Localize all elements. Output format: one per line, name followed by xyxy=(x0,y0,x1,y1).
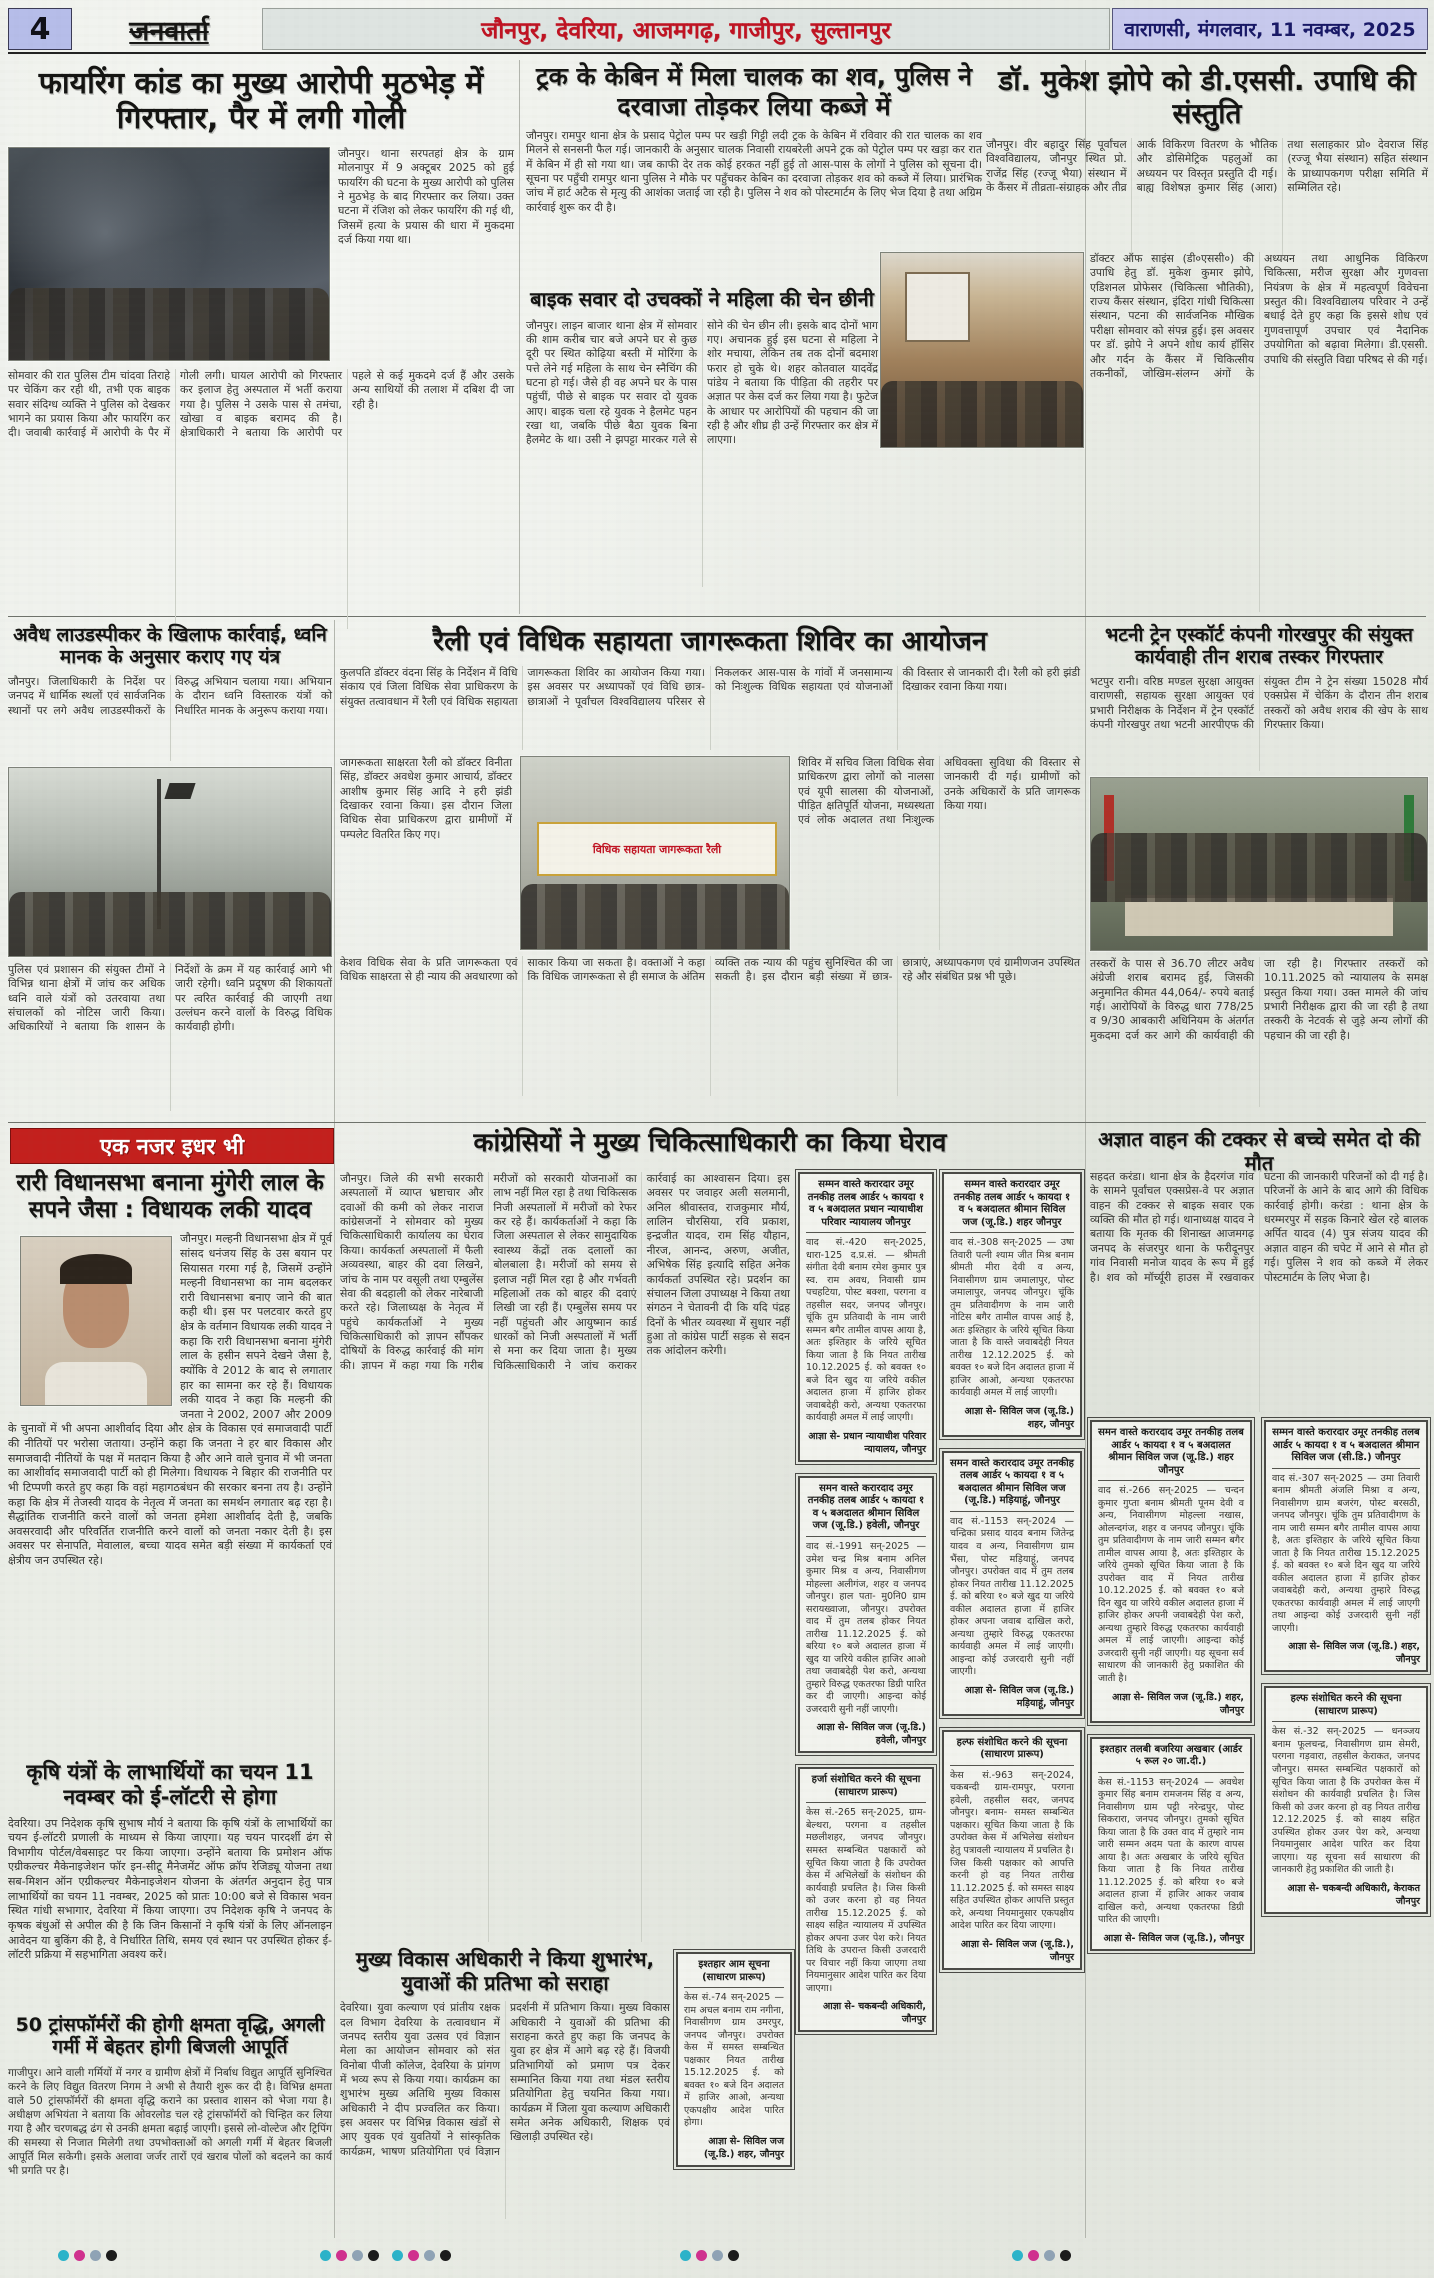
blue-dot xyxy=(1044,2250,1055,2261)
notice-body: केस सं.-1153 सन्-2024 — अवधेश कुमार सिंह बनाम रामजनम सिंह व अन्य, निवासीगण ग्राम पट्टी नरेन्द्रपुर, पोस्ट सिकरारा, जनपद जौनपुर। तुमको सूचित किया जाता है कि उक्त वाद में तुम्हारे नाम जारी सम्मन अदम पता के कारण वापस आया है। अतः अखबार के जरिये सूचित किया जाता है कि नियत तारीख 11.12.2025 ई. को बरिया १० बजे अदालत हाजा में हाजिर आकर जवाब दाखिल करो, अन्यथा एकतरफा डिग्री पारित की जाएगी। xyxy=(1098,1776,1244,1926)
masthead: जनवार्ता xyxy=(129,15,209,47)
notice-title: इश्तहार तलबी बजरिया अखबार (आर्डर ५ रूल २० जा.दी.) xyxy=(1098,1744,1244,1773)
article-truck-body: जौनपुर। रामपुर थाना क्षेत्र के प्रसाद पेट्रोल पम्प पर खड़ी गिट्टी लदी ट्रक के केबिन में रविवार की रात चालक का शव मिलने से सनसनी फैल गई। जानकारी के अनुसार चालक निवासी रायबरेली अपने ट्रक को पेट्रोल पम्प पर खड़ा कर रात में केबिन में ही सो गया था। जब काफी देर तक कोई हरकत नहीं हुई तो आस-पास के लोगों ने पुलिस को सूचना दी। सूचना पर पहुँची रामपुर थाना पुलिस ने मौके पर पहुँचकर केबिन का दरवाजा तोड़कर शव को कब्जे में लिया। प्रारंभिक जांच में हार्ट अटैक से मृत्यु की आशंका जताई जा रही है। पुलिस ने शव को पोस्टमार्टम के लिए भेज दिया है तथा अग्रिम कार्रवाई शुरू कर दी है। xyxy=(526,129,982,214)
article-transformer-body: गाजीपुर। आने वाली गर्मियों में नगर व ग्रामीण क्षेत्रों में निर्बाध विद्युत आपूर्ति सुनिश्चित करने के लिए विद्युत वितरण निगम ने अभी से तैयारी शुरू कर दी है। विभिन्न क्षमता वाले 50 ट्रांसफॉर्मरों की क्षमता वृद्धि कराने का प्रस्ताव शासन को भेजा गया है। अधीक्षण अभियंता ने बताया कि ओवरलोड चल रहे ट्रांसफॉर्मरों को चिन्हित कर लिया गया है और चरणबद्ध ढंग से उनकी क्षमता बढ़ाई जाएगी। इससे लो-वोल्टेज और ट्रिपिंग की समस्या से निजात मिलेगी तथा उपभोक्ताओं को अगली गर्मी में बेहतर बिजली आपूर्ति मिल सकेगी। इसके अलावा जर्जर तारों एवं खराब पोलों को बदलने का कार्य भी प्रगति पर है। xyxy=(8,2066,332,2178)
column-rule xyxy=(1085,60,1086,2238)
notice-title: हर्जा संशोधित करने की सूचना (साधारण प्रारूप) xyxy=(806,1774,926,1803)
notice-body: वाद सं.-307 सन्-2025 — उमा तिवारी बनाम श्रीमती अंजलि मिश्रा व अन्य, निवासीगण ग्राम बजरंग, पोस्ट बरसठी, जनपद जौनपुर। चूंकि तुम प्रतिवादीगण के नाम जारी सम्मन बगैर तामील वापस आया है, अतः इश्तिहार के जरिये सूचित किया जाता है कि नियत तारीख 15.12.2025 ई. को बवक्त १० बजे दिन खुद या जरिये वकील अदालत हाजा में हाजिर होकर जवाबदेही करो, अन्यथा तुम्हारे विरुद्ध एकतरफा कार्यवाही अमल में लाई जाएगी तथा आइन्दा कोई उजरदारी सुनी नहीं जाएगी। xyxy=(1272,1472,1420,1634)
article-firing xyxy=(8,58,514,614)
blue-dot xyxy=(424,2250,435,2261)
column-rule xyxy=(519,60,520,614)
article-accident-headline: अज्ञात वाहन की टक्कर से बच्चे समेत दो की मौत xyxy=(1098,1127,1420,1175)
legal-notice xyxy=(1264,1686,1428,1913)
blue-dot xyxy=(712,2250,723,2261)
article-transformer-headline: 50 ट्रांसफॉर्मरों की होगी क्षमता वृद्धि, अगली गर्मी में बेहतर होगी बिजली आपूर्ति xyxy=(15,2014,325,2059)
notice-body: केस सं.-265 सन्-2025, ग्राम-बेल्थरा, परगना व तहसील मछलीशहर, जनपद जौनपुर। समस्त सम्बन्धित पक्षकारों को सूचित किया जाता है कि उपरोक्त केस में अभिलेखों के संशोधन की कार्यवाही प्रचलित है। जिस किसी को उजर करना हो वह नियत तारीख 15.12.2025 ई. को साक्ष्य सहित न्यायालय में उपस्थित होकर अपना उजर पेश करे। नियत तिथि के उपरान्त किसी उजरदारी पर विचार नहीं किया जाएगा तथा नियमानुसार आदेश पारित कर दिया जाएगा। xyxy=(806,1807,926,1994)
article-rari-body: जौनपुर। मल्हनी विधानसभा क्षेत्र में पूर्व सांसद धनंजय सिंह के उस बयान पर सियासत गरमा गई है, जिसमें उन्होंने मल्हनी विधानसभा का नाम बदलकर रारी विधानसभा बनाए जाने की बात कही थी। इस पर पलटवार करते हुए क्षेत्र के वर्तमान विधायक लकी यादव ने कहा कि रारी विधानसभा बनाना मुंगेरी लाल के हसीन सपने देखने जैसा है, क्योंकि वे 2012 के बाद से लगातार हार का सामना कर रहे हैं। विधायक लकी यादव ने कहा कि मल्हनी की जनता ने 2002, 2007 और 2009 के चुनावों में भी अपना आशीर्वाद दिया और क्षेत्र के विकास एवं समाजवादी पार्टी की नीतियों पर भरोसा जताया। उन्होंने कहा कि जनता ने हर बार विकास और समाजवादी नीतियों के पक्ष में मतदान किया है और आने वाले चुनाव में भी जनता का आशीर्वाद समाजवादी पार्टी को ही मिलेगा। विधायक ने बिहार की राजनीति पर भी टिप्पणी करते हुए कहा कि वहां महागठबंधन की सरकार बनना तय है। उन्होंने कहा कि क्षेत्र में तेजस्वी यादव के नेतृत्व में जनता का समर्थन लगातार बढ़ रहा है। सैद्धांतिक राजनीति करने वालों को जनता हमेशा आशीर्वाद देती है, जबकि अवसरवादी और परिवर्तित राजनीति करने वालों को जनता नकार देती है। इस अवसर पर सेनापति, मेवालाल, बच्चा यादव समेत बड़ी संख्या में कार्यकर्ता एवं क्षेत्रीय जन उपस्थित रहे। xyxy=(8,1232,332,1567)
registration-dots xyxy=(1012,2250,1071,2261)
article-loudspeaker-body-more: पुलिस एवं प्रशासन की संयुक्त टीमों ने विभिन्न थाना क्षेत्रों में जांच कर अधिक ध्वनि वाले यंत्रों को उतरवाया तथा संचालकों को नोटिस जारी किया। अधिकारियों ने बताया कि शासन के निर्देशों के क्रम में यह कार्रवाई आगे भी जारी रहेगी। ध्वनि प्रदूषण की शिकायतों पर त्वरित कार्रवाई की जाएगी तथा उल्लंघन करने वालों के विरुद्ध विधिक कार्यवाही होगी। xyxy=(8,962,332,1034)
hair xyxy=(60,1254,132,1284)
notice-body: केस सं.-32 सन्-2025 — धनञ्जय बनाम फूलचन्द्र, निवासीगण ग्राम सेमरी, परगना गड़वारा, तहसील केराकत, जनपद जौनपुर। समस्त सम्बन्धित पक्षकारों को सूचित किया जाता है कि उपरोक्त केस में संशोधन की कार्यवाही प्रचलित है। जिस किसी को उजर करना हो वह नियत तारीख 12.12.2025 ई. को साक्ष्य सहित उपस्थित होकर उजर पेश करे, अन्यथा नियमानुसार आदेश पारित कर दिया जाएगा। यह सूचना सर्व साधारण की जानकारी हेतु प्रकाशित की जाती है। xyxy=(1272,1726,1420,1876)
registration-dots xyxy=(392,2250,451,2261)
notice-title: समन वास्ते करारदाद उमूर तनकीह तलब आर्डर ५ कायदा १ व ५ बअदालत श्रीमान सिविल जज (जू.डि.) शहर जौनपुर xyxy=(1098,1427,1244,1481)
legal-notice xyxy=(1264,1420,1428,1672)
black-dot xyxy=(106,2250,117,2261)
notice-title: सम्मन वास्ते करारदार उमूर तनकीह तलब आर्डर ५ कायदा १ व ५ बअदालत प्रधान न्यायाधीश परिवार न्यायालय जौनपुर xyxy=(806,1179,926,1233)
legal-notice xyxy=(1090,1737,1252,1951)
article-liquor-headline: भटनी ट्रेन एस्कॉर्ट कंपनी गोरखपुर की संयुक्त कार्यवाही तीन शराब तस्कर गिरफ्तार xyxy=(1105,624,1413,669)
notice-body: केस सं.-963 सन्-2024, चकबन्दी ग्राम-रामपुर, परगना हवेली, तहसील सदर, जनपद जौनपुर। बनाम- समस्त सम्बन्धित पक्षकार। सूचित किया जाता है कि उपरोक्त केस में अभिलेख संशोधन हेतु पत्रावली न्यायालय में प्रचलित है। जिस किसी पक्षकार को आपत्ति करनी हो वह नियत तारीख 11.12.2025 ई. को समस्त साक्ष्य सहित उपस्थित होकर आपत्ति प्रस्तुत करे, अन्यथा नियमानुसार एकपक्षीय आदेश पारित कर दिया जाएगा। xyxy=(950,1769,1074,1932)
registration-dots xyxy=(58,2250,117,2261)
article-loudspeaker-body-top: जौनपुर। जिलाधिकारी के निर्देश पर जनपद में धार्मिक स्थलों एवं सार्वजनिक स्थानों पर लगे अवैध लाउडस्पीकरों के विरुद्ध अभियान चलाया गया। अभियान के दौरान ध्वनि विस्तारक यंत्रों को निर्धारित मानक के अनुरूप कराया गया। xyxy=(8,674,332,717)
article-lottery xyxy=(8,1756,332,2008)
article-rally-headline: रैली एवं विधिक सहायता जागरूकता शिविर का आयोजन xyxy=(433,626,987,657)
people-silhouettes xyxy=(521,884,789,949)
notice-title: सम्मन वास्ते करारदार उमूर तनकीह तलब आर्डर ५ कायदा १ व ५ बअदालत श्रीमान सिविल जज (सी.डि.) जौनपुर xyxy=(1272,1427,1420,1469)
article-loudspeaker-headline: अवैध लाउडस्पीकर के खिलाफ कार्रवाई, ध्वनि मानक के अनुसार कराए गए यंत्र xyxy=(13,624,327,669)
blue-dot xyxy=(352,2250,363,2261)
article-lottery-headline: कृषि यंत्रों के लाभार्थियों का चयन 11 नवम्बर को ई-लॉटरी से होगा xyxy=(26,1760,314,1809)
notice-footer: आज्ञा से- सिविल जज (जू.डि.) हवेली, जौनपुर xyxy=(816,1722,926,1747)
article-gherav-body: जौनपुर। जिले की सभी सरकारी अस्पतालों में व्याप्त भ्रष्टाचार और दवाओं की कमी को लेकर नाराज कांग्रेसजनों ने सोमवार को मुख्य चिकित्साधिकारी कार्यालय का घेराव किया। कार्यकर्ता अस्पतालों में फैली अव्यवस्था, बाहर की दवा लिखने, जांच के नाम पर वसूली तथा एम्बुलेंस सेवा की बदहाली को लेकर नारेबाजी करते रहे। जिलाध्यक्ष के नेतृत्व में पहुंचे कार्यकर्ताओं ने मुख्य चिकित्साधिकारी को ज्ञापन सौंपकर दोषियों के विरुद्ध कार्रवाई की मांग की। ज्ञापन में कहा गया कि गरीब मरीजों को सरकारी योजनाओं का लाभ नहीं मिल रहा है तथा चिकित्सक निजी अस्पतालों में मरीजों को रेफर कर रहे हैं। कार्यकर्ताओं ने कहा कि जिला अस्पताल से लेकर सामुदायिक स्वास्थ्य केंद्रों तक दलालों का बोलबाला है। मरीजों को समय से इलाज नहीं मिल रहा है और गर्भवती महिलाओं तक को बाहर की दवाएं लिखी जा रही हैं। एम्बुलेंस समय पर नहीं पहुंचती और आयुष्मान कार्ड धारकों को निजी अस्पतालों में भर्ती से मना कर दिया जाता है। मुख्य चिकित्साधिकारी ने जांच कराकर कार्रवाई का आश्वासन दिया। इस अवसर पर जवाहर अली सलमानी, अनिल श्रीवास्तव, राजकुमार मौर्य, लालिन चौरसिया, रवि प्रकाश, इन्द्रजीत यादव, राम सिंह यौहान, नीरज, आनन्द, अरुण, अजीत, अभिषेक सिंह इत्यादि सहित अनेक कार्यकर्ता उपस्थित रहे। प्रदर्शन का संचालन जिला उपाध्यक्ष ने किया तथा संगठन ने चेतावनी दी कि यदि पंद्रह दिनों के भीतर व्यवस्था में सुधार नहीं हुआ तो कांग्रेस पार्टी सड़क से सदन तक आंदोलन करेगी। xyxy=(340,1172,790,1372)
notice-stack-right-a xyxy=(1090,1420,1252,1965)
notice-footer: आज्ञा से- प्रधान न्यायाधीश परिवार न्यायालय, जौनपुर xyxy=(808,1430,926,1455)
article-truck xyxy=(526,58,982,276)
cyan-dot xyxy=(680,2250,691,2261)
article-rari-headline: रारी विधानसभा बनाना मुंगेरी लाल के सपने जैसा : विधायक लकी यादव xyxy=(16,1170,324,1224)
notice-footer: आज्ञा से- सिविल जज (जू.डि.) मड़ियाहूं, जौनपुर xyxy=(964,1684,1074,1709)
notice-stack-center-b xyxy=(942,1172,1082,1984)
section-rule xyxy=(8,1122,1426,1123)
black-dot xyxy=(728,2250,739,2261)
people-silhouettes xyxy=(9,892,331,956)
article-gherav-headline: कांग्रेसियों ने मुख्य चिकित्साधिकारी का किया घेराव xyxy=(473,1128,947,1158)
notice-footer: आज्ञा से- सिविल जज (जू.डि.) शहर, जौनपुर xyxy=(964,1405,1074,1430)
article-rally-body-top: कुलपति डॉक्टर वंदना सिंह के निर्देशन में विधि संकाय एवं जिला विधिक सेवा प्राधिकरण के संयुक्त तत्वावधान में रैली एवं विधिक सहायता जागरूकता शिविर का आयोजन किया गया। इस अवसर पर अध्यापकों एवं विधि छात्र-छात्राओं ने पूर्वांचल विश्वविद्यालय परिसर से निकलकर आस-पास के गांवों में जनसामान्य को निःशुल्क विधिक सहायता एवं योजनाओं की विस्तार से जानकारी दी। रैली को हरी झंडी दिखाकर रवाना किया गया। xyxy=(340,665,1080,708)
notice-title: हल्फ संशोधित करने की सूचना (साधारण प्रारूप) xyxy=(1272,1693,1420,1722)
legal-notice xyxy=(942,1451,1082,1716)
cyan-dot xyxy=(58,2250,69,2261)
magenta-dot xyxy=(74,2250,85,2261)
header-rule xyxy=(8,52,1426,54)
article-rari xyxy=(8,1166,332,1754)
article-firing-lead: जौनपुर। थाना सरपतहां क्षेत्र के ग्राम मोलनापुर में 9 अक्टूबर 2025 को हुई फायरिंग की घटना के मुख्य आरोपी को पुलिस ने मुठभेड़ के बाद गिरफ्तार कर लिया। उक्त घटना में रंजिश को लेकर फायरिंग की गई थी, जिसमें हत्या के प्रयास की धारा में मुकदमा दर्ज किया गया था। xyxy=(338,146,514,246)
article-chain xyxy=(526,284,878,614)
notice-footer: आज्ञा से- सिविल जज (जू.डि.), जौनपुर xyxy=(960,1938,1074,1963)
article-accident-body: सहदत करंडा। थाना क्षेत्र के हैदरगंज गांव के सामने पूर्वांचल एक्सप्रेस-वे पर अज्ञात वाहन की टक्कर से बाइक सवार एक व्यक्ति की मौत हो गई। थानाध्यक्ष यादव ने बताया कि मृतक की शिनाख्त आजमगढ़ जनपद के संजरपुर थाना के फरीदूनपुर गांव निवासी मनोज यादव के रूप में हुई है। शव को मॉर्च्यूरी हाउस में रखवाकर घटना की जानकारी परिजनों को दी गई है। परिजनों के आने के बाद आगे की विधिक कार्रवाई होगी। करंडा : थाना क्षेत्र के धरम्मरपुर में सड़क किनारे खेल रहे बालक अर्पित यादव (4) पुत्र संजय यादव की अज्ञात वाहन की चपेट में आने से मौत हो गई। पुलिस ने शव को कब्जे में लेकर पोस्टमार्टम के लिए भेजा है। xyxy=(1090,1170,1428,1284)
cyan-dot xyxy=(1012,2250,1023,2261)
one-look-banner: एक नजर इधर भी xyxy=(10,1128,334,1164)
magenta-dot xyxy=(336,2250,347,2261)
article-firing-body: सोमवार की रात पुलिस टीम चांदवा तिराहे पर चेकिंग कर रही थी, तभी एक बाइक सवार संदिग्ध व्यक्ति ने पुलिस को देखकर भागने का प्रयास किया और फायरिंग कर दी। जवाबी कार्रवाई में आरोपी के पैर में गोली लगी। घायल आरोपी को गिरफ्तार कर इलाज हेतु अस्पताल में भर्ती कराया गया है। पुलिस ने उसके पास से तमंचा, खोखा व बाइक बरामद की है। क्षेत्राधिकारी ने बताया कि आरोपी पर पहले से कई मुकदमे दर्ज हैं और उसके अन्य साथियों की तलाश में दबिश दी जा रही है। xyxy=(8,368,514,440)
cyan-dot xyxy=(392,2250,403,2261)
article-chain-body: जौनपुर। लाइन बाजार थाना क्षेत्र में सोमवार की शाम करीब चार बजे अपने घर से कुछ दूरी पर स्थित कोढ़िया बस्ती में मोरिंगा के पत्ते लेने गई महिला के साथ चेन स्नैचिंग की घटना हो गई। जैसे ही वह अपने घर के पास पहुंचीं, पीछे से बाइक पर सवार दो युवक आए। बाइक चला रहे युवक ने हैलमेट पहन रखा था, जबकि पीछे बैठा युवक बिना हैलमेट के था। उसी ने झपट्टा मारकर गले से सोने की चेन छीन ली। इसके बाद दोनों भाग गए। अचानक हुई इस घटना से महिला ने शोर मचाया, लेकिन तब तक दोनों बदमाश फरार हो चुके थे। शहर कोतवाल यादवेंद्र पांडेय ने बताया कि पीड़िता की तहरीर पर अज्ञात पर केस दर्ज कर लिया गया है। फुटेज के आधार पर आरोपियों की पहचान की जा रही है और शीघ्र ही उन्हें गिरफ्तार कर क्षेत्र में लाएगा। xyxy=(526,318,878,447)
article-yuva xyxy=(340,1946,670,2238)
legal-notice xyxy=(798,1172,934,1462)
registration-dots xyxy=(320,2250,379,2261)
article-liquor xyxy=(1090,620,1428,1120)
magenta-dot xyxy=(408,2250,419,2261)
notice-body: वाद सं.-308 सन्-2025 — उषा तिवारी पत्नी श्याम जीत मिश्र बनाम श्रीमती मीरा देवी व अन्य, निवासीगण ग्राम जमालापुर, पोस्ट जमालापुर, जनपद जौनपुर। चूंकि तुम प्रतिवादीगण के नाम जारी नोटिस बगैर तामील वापस आई है, अतः इश्तिहार के जरिये सूचित किया जाता है कि वास्ते जवाबदेही नियत तारीख 12.12.2025 ई. को बवक्त १० बजे दिन अदालत हाजा में हाजिर आओ, अन्यथा एकतरफा कार्यवाही अमल में लाई जाएगी। xyxy=(950,1237,1074,1399)
rally-banner-text: विधिक सहायता जागरूकता रैली xyxy=(592,842,722,856)
loudspeaker-action-photo xyxy=(8,767,332,957)
notice-stack-center-small xyxy=(676,1952,792,2181)
people-silhouettes xyxy=(1091,833,1427,902)
article-firing-headline: फायरिंग कांड का मुख्य आरोपी मुठभेड़ में गिरफ्तार, पैर में लगी गोली xyxy=(38,66,484,137)
article-loudspeaker xyxy=(8,620,332,1120)
notice-footer: आज्ञा से- सिविल जज (जू.डि.) शहर, जौनपुर xyxy=(1288,1641,1420,1666)
magenta-dot xyxy=(1028,2250,1039,2261)
notice-title: समन वास्ते करारदाद उमूर तनकीह तलब आर्डर ५ कायदा १ व ५ बअदालत श्रीमान सिविल जज (जू.डि.) हवेली, जौनपुर xyxy=(806,1483,926,1537)
notice-footer: आज्ञा से- सिविल जज (जू.डि.) शहर, जौनपुर xyxy=(703,2135,784,2160)
notice-body: वाद सं.-1991 सन्-2025 — उमेश चन्द्र मिश्र बनाम अनिल कुमार मिश्र व अन्य, निवासीगण मोहल्ला अलीगंज, शहर व जनपद जौनपुर। हाल पता- मु0नि0 ग्राम सरायख्वाजा, जौनपुर। उपरोक्त वाद में तुम तलब होकर नियत तारीख 11.12.2025 ई. को बरिया १० बजे अदालत हाजा में खुद या जरिये वकील हाजिर आओ तथा जवाबदेही पेश करो, अन्यथा तुम्हारे विरुद्ध एकतरफा डिग्री पारित कर दी जाएगी। आइन्दा कोई उजरदारी सुनी नहीं जाएगी। xyxy=(806,1540,926,1715)
article-rally-body-left: जागरूकता साक्षरता रैली को डॉक्टर विनीता सिंह, डॉक्टर अवधेश कुमार आचार्य, डॉक्टर आशीष कुमार सिंह आदि ने हरी झंडी दिखाकर रवाना किया। इस दौरान जिला विधिक सेवा प्राधिकरण द्वारा ग्रामीणों में पम्पलेट वितरित किए गए। xyxy=(340,755,512,841)
cyan-dot xyxy=(320,2250,331,2261)
article-dsc xyxy=(986,58,1428,260)
article-rally-body-right: शिविर में सचिव जिला विधिक सेवा प्राधिकरण द्वारा लोगों को नालसा एवं यूपी सालसा की योजनाओं, पीड़ित क्षतिपूर्ति योजना, मध्यस्थता एवं लोक अदालत तथा निःशुल्क अधिवक्ता सुविधा की विस्तार से जानकारी दी गई। ग्रामीणों को उनके अधिकारों के प्रति जागरूक किया गया। xyxy=(798,755,1080,827)
article-liquor-body-more: तस्करों के पास से 36.70 लीटर अवैध अंग्रेजी शराब बरामद हुई, जिसकी अनुमानित कीमत 44,064/- रुपये बताई गई। आरोपियों के विरुद्ध धारा 778/25 व 9/30 आबकारी अधिनियम के अंतर्गत मुकदमा दर्ज कर आगे की कार्यवाही की जा रही है। गिरफ्तार तस्करों को 10.11.2025 को न्यायालय के समक्ष प्रस्तुत किया गया। उक्त मामले की जांच प्रभारी निरीक्षक द्वारा की जा रही है तथा तस्करी के नेटवर्क से जुड़े अन्य लोगों की पहचान की जा रही है। xyxy=(1090,956,1428,1042)
magenta-dot xyxy=(696,2250,707,2261)
notice-title: हल्फ संशोधित करने की सूचना (साधारण प्रारूप) xyxy=(950,1737,1074,1766)
mla-portrait-photo xyxy=(20,1236,172,1406)
article-rally-body-bottom: केशव विधिक सेवा के प्रति जागरूकता एवं विधिक साक्षरता से ही न्याय की अवधारणा को साकार किया जा सकता है। वक्ताओं ने कहा कि विधिक जागरूकता से ही समाज के अंतिम व्यक्ति तक न्याय की पहुंच सुनिश्चित की जा सकती है। इस दौरान बड़ी संख्या में छात्र-छात्राएं, अध्यापकगण एवं ग्रामीणजन उपस्थित रहे और संबंधित प्रश्न भी पूछे। xyxy=(340,955,1080,984)
page-number: 4 xyxy=(8,8,72,50)
notice-footer: आज्ञा से- सिविल जज (जू.डि.), जौनपुर xyxy=(1103,1932,1244,1944)
notice-footer: आज्ञा से- सिविल जज (जू.डि.) शहर, जौनपुर xyxy=(1112,1691,1244,1716)
notice-title: इश्तहार आम सूचना (साधारण प्रारूप) xyxy=(684,1959,784,1988)
people-silhouettes xyxy=(9,288,329,360)
liquor-seizure-photo xyxy=(1090,777,1428,951)
legal-notice xyxy=(1090,1420,1252,1723)
blue-dot xyxy=(90,2250,101,2261)
article-dsc-headline: डॉ. मुकेश झोपे को डी.एससी. उपाधि की संस्तुति xyxy=(998,64,1416,131)
black-dot xyxy=(440,2250,451,2261)
legal-notice xyxy=(798,1767,934,2032)
dateline: वाराणसी, मंगलवार, 11 नवम्बर, 2025 xyxy=(1112,8,1428,50)
notice-stack-right-b xyxy=(1264,1420,1428,1928)
article-lottery-body: देवरिया। उप निदेशक कृषि सुभाष मौर्य ने बताया कि कृषि यंत्रों के लाभार्थियों का चयन ई-लॉटरी प्रणाली के माध्यम से किया जाएगा। यह चयन पारदर्शी ढंग से विभागीय पोर्टल/वेबसाइट पर किया जाएगा। उन्होंने बताया कि प्रमोशन ऑफ एग्रीकल्चर मैकेनाइजेशन फॉर इन-सीटू मैनेजमेंट ऑफ क्रॉप रेजिड्यू योजना तथा सब-मिशन ऑन एग्रीकल्चर मैकेनाइजेशन योजना के अंतर्गत अनुदान हेतु पात्र लाभार्थियों का चयन 11 नवम्बर, 2025 को प्रातः 10:00 बजे से विकास भवन स्थित गांधी सभागार, देवरिया में किया जाएगा। उप निदेशक कृषि ने जनपद के कृषक बंधुओं से अपील की है कि जिन किसानों ने कृषि यंत्रों के लिए ऑनलाइन आवेदन या बुकिंग की है, वे निर्धारित तिथि, समय एवं स्थान पर उपस्थित होकर ई-लॉटरी प्रक्रिया में सहभागिता अवश्य करें। xyxy=(8,1816,332,1962)
black-dot xyxy=(1060,2250,1071,2261)
notice-title: सम्मन वास्ते करारदार उमूर तनकीह तलब आर्डर ५ कायदा १ व ५ बअदालत श्रीमान सिविल जज (जू.डि.) शहर जौनपुर xyxy=(950,1179,1074,1233)
notice-stack-center-a xyxy=(798,1172,934,2046)
notice-body: वाद सं.-266 सन्-2025 — चन्दन कुमार गुप्ता बनाम श्रीमती पूनम देवी व अन्य, निवासीगण मोहल्ला नखास, ओलन्दगंज, शहर व जनपद जौनपुर। चूंकि तुम प्रतिवादीगण के नाम जारी सम्मन बगैर तामील वापस आया है, अतः इश्तिहार के जरिये तुमको सूचित किया जाता है कि उपरोक्त वाद में नियत तारीख 10.12.2025 ई. को बवक्त १० बजे दिन खुद या जरिये वकील अदालत हाजा में हाजिर होकर अपनी जवाबदेही पेश करो, अन्यथा तुम्हारे विरुद्ध एकतरफा कार्यवाही अमल में लाई जाएगी। आइन्दा कोई उजरदारी सुनी नहीं जाएगी। यह सूचना सर्व साधारण की जानकारी हेतु प्रकाशित की जाती है। xyxy=(1098,1485,1244,1684)
shirt xyxy=(45,1362,147,1406)
column-rule xyxy=(334,620,335,2238)
notice-body: केस सं.-74 सन्-2025 — राम अचल बनाम राम नगीना, निवासीगण ग्राम उमरपुर, जनपद जौनपुर। उपरोक्त केस में समस्त सम्बन्धित पक्षकार नियत तारीख 15.12.2025 ई. को बवक्त १० बजे दिन अदालत में हाजिर आओ, अन्यथा एकपक्षीय आदेश पारित होगा। xyxy=(684,1992,784,2129)
article-liquor-body-top: भटपुर रानी। वरिष्ठ मण्डल सुरक्षा आयुक्त वाराणसी, सहायक सुरक्षा आयुक्त एवं प्रभारी निरीक्षक के निर्देशन में ट्रेन एस्कॉर्ट कंपनी गोरखपुर तथा भटनी आरपीएफ की संयुक्त टीम ने ट्रेन संख्या 15028 मौर्य एक्सप्रेस में चेकिंग के दौरान तीन शराब तस्करों को अवैध शराब की खेप के साथ गिरफ्तार किया। xyxy=(1090,674,1428,731)
article-yuva-headline: मुख्य विकास अधिकारी ने किया शुभारंभ, युवाओं की प्रतिभा को सराहा xyxy=(355,1947,655,1995)
firing-scene-photo xyxy=(8,147,330,361)
article-dsc-body-top: जौनपुर। वीर बहादुर सिंह पूर्वांचल विश्वविद्यालय, जौनपुर स्थित प्रो. राजेंद्र सिंह (रज्जू भैया) संस्थान में के कैंसर में तीव्रता-संग्राहक और तीव्र आर्क विकिरण वितरण के भौतिक और डोसिमेट्रिक पहलुओं का अध्ययन पर विस्तृत प्रस्तुति दी गई। बाह्य विशेषज्ञ कुमार सिंह (आरा) तथा सलाहकार प्रो० देवराज सिंह (रज्जू भैया संस्थान) सहित संस्थान के प्राध्यापकगण परीक्षा समिति में सम्मिलित रहे। xyxy=(986,138,1428,195)
seminar-room-photo xyxy=(880,252,1084,448)
article-truck-headline: ट्रक के केबिन में मिला चालक का शव, पुलिस ने दरवाजा तोड़कर लिया कब्जे में xyxy=(536,62,972,121)
article-transformer xyxy=(8,2010,332,2238)
rally-photo xyxy=(520,756,790,950)
article-chain-headline: बाइक सवार दो उचक्कों ने महिला की चेन छीनी xyxy=(530,287,874,311)
black-dot xyxy=(368,2250,379,2261)
notice-title: समन वास्ते करारदाद उमूर तनकीह तलब आर्डर ५ कायदा १ व ५ बअदालत श्रीमान सिविल जज (जू.डि.) मड़ियाहूं, जौनपुर xyxy=(950,1458,1074,1512)
article-rally xyxy=(340,622,1080,1120)
legal-notice xyxy=(942,1730,1082,1970)
legal-notice xyxy=(798,1476,934,1753)
legal-notice xyxy=(942,1172,1082,1437)
loudspeaker-horn xyxy=(164,783,195,799)
article-yuva-body: देवरिया। युवा कल्याण एवं प्रांतीय रक्षक दल विभाग देवरिया के तत्वावधान में जनपद स्तरीय युवा उत्सव एवं विज्ञान मेला का आयोजन सोमवार को संत विनोबा पीजी कॉलेज, देवरिया के प्रांगण में भव्य रूप से किया गया। कार्यक्रम का शुभारंभ मुख्य अतिथि मुख्य विकास अधिकारी ने दीप प्रज्वलित कर किया। इस अवसर पर विभिन्न विकास खंडों से आए युवक एवं युवतियों ने सांस्कृतिक कार्यक्रम, भाषण प्रतियोगिता एवं विज्ञान प्रदर्शनी में प्रतिभाग किया। मुख्य विकास अधिकारी ने युवाओं की प्रतिभा की सराहना करते हुए कहा कि जनपद के युवा हर क्षेत्र में आगे बढ़ रहे हैं। विजयी प्रतिभागियों को प्रमाण पत्र देकर सम्मानित किया गया तथा मंडल स्तरीय प्रतियोगिता हेतु चयनित किया गया। कार्यक्रम में जिला युवा कल्याण अधिकारी समेत अनेक अधिकारी, शिक्षक एवं खिलाड़ी उपस्थित रहे। xyxy=(340,2001,670,2158)
notice-body: वाद सं.-1153 सन्-2024 — चन्द्रिका प्रसाद यादव बनाम जितेन्द्र यादव व अन्य, निवासीगण ग्राम भैंसा, पोस्ट मड़ियाहूं, जनपद जौनपुर। उपरोक्त वाद में तुम तलब होकर नियत तारीख 11.12.2025 ई. को बरिया १० बजे खुद या जरिये वकील अदालत हाजा में हाजिर होकर अपना जवाब दाखिल करो, अन्यथा तुम्हारे विरुद्ध एकतरफा कार्यवाही अमल में लाई जाएगी। आइन्दा कोई उजरदारी सुनी नहीं जाएगी। xyxy=(950,1515,1074,1678)
notice-footer: आज्ञा से- चकबन्दी अधिकारी, केराकत जौनपुर xyxy=(1287,1882,1420,1907)
notice-body: वाद सं.-420 सन्-2025, धारा-125 द.प्र.सं. — श्रीमती संगीता देवी बनाम रमेश कुमार पुत्र स्व. राम अवध, निवासी ग्राम पचहटिया, पोस्ट बक्शा, परगना व तहसील सदर, जनपद जौनपुर। चूंकि तुम प्रतिवादी के नाम जारी सम्मन बगैर तामील वापस आया है, अतः इश्तिहार के जरिये सूचित किया जाता है कि नियत तारीख 10.12.2025 ई. को बवक्त १० बजे दिन खुद या जरिये वकील अदालत हाजा में हाजिर होकर जवाबदेही करो, अन्यथा एकतरफा कार्यवाही अमल में लाई जाएगी। xyxy=(806,1237,926,1424)
people-silhouettes xyxy=(881,381,1083,447)
notice-footer: आज्ञा से- चकबन्दी अधिकारी, जौनपुर xyxy=(822,2001,926,2026)
region-strip: जौनपुर, देवरिया, आजमगढ़, गाजीपुर, सुल्तानपुर xyxy=(262,8,1110,50)
legal-notice xyxy=(676,1952,792,2167)
registration-dots xyxy=(680,2250,739,2261)
projector-screen xyxy=(905,272,970,342)
article-dsc-body-side: डॉक्टर ऑफ साइंस (डी०एससी०) की उपाधि हेतु डॉ. मुकेश कुमार झोपे, एडिशनल प्रोफेसर (चिकित्सा भौतिकी), राज्य कैंसर संस्थान, इंदिरा गांधी चिकित्सा संस्थान, पटना की सार्वजनिक मौखिक परीक्षा सोमवार को संपन्न हुई। इस अवसर पर डॉ. झोपे ने अपने शोध कार्य हॉसिर और गर्दन के कैंसर में चिकित्सीय तकनीकों, जोखिम-संलग्न अंगों के अध्ययन तथा आधुनिक विकिरण चिकित्सा, मरीज सुरक्षा और गुणवत्ता नियंत्रण के क्षेत्र में महत्वपूर्ण विवेचना प्रस्तुत की। विश्वविद्यालय परिवार ने उन्हें बधाई देते हुए कहा कि इससे शोध एवं गुणवत्तापूर्ण उपचार एवं नैदानिक उपयोगिता को बढ़ावा मिलेगा। डी.एससी. उपाधि की संस्तुति विद्या परिषद से की गई। xyxy=(1090,252,1428,380)
